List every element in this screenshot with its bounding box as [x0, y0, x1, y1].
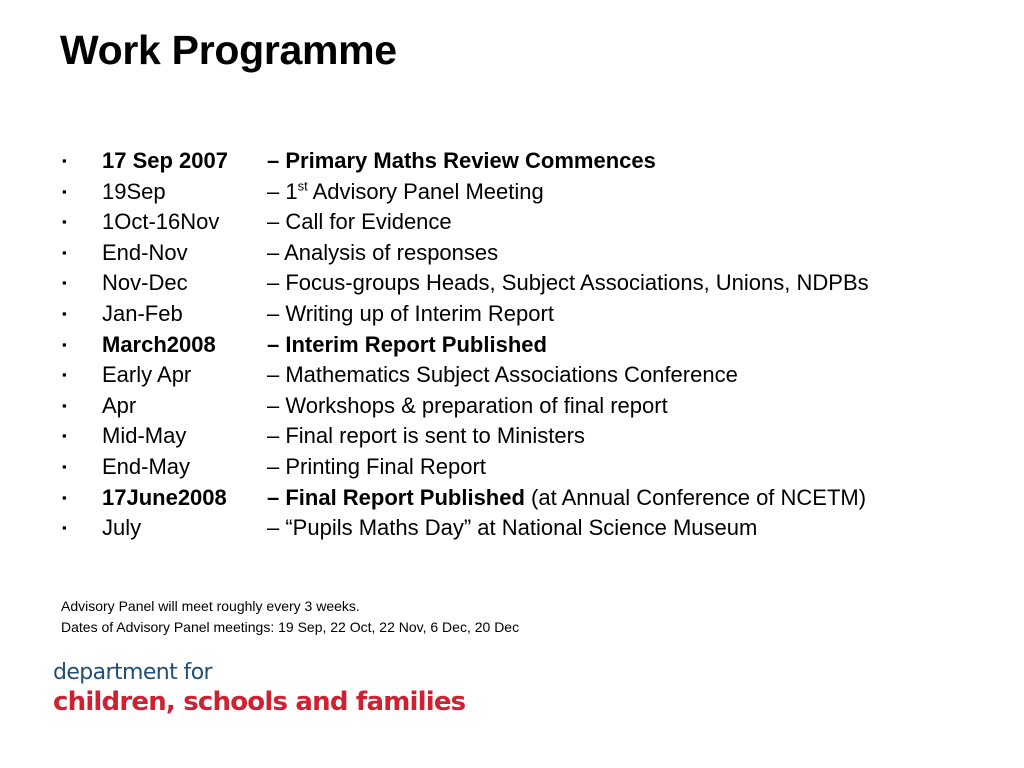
bullet-icon: ▪	[62, 305, 67, 321]
notes	[61, 596, 519, 638]
notes-line-1: Advisory Panel will meet roughly every 3 weeks.	[61, 598, 360, 614]
bullet-icon: ▪	[62, 428, 67, 444]
ordinal-suffix: st	[297, 178, 308, 194]
logo-line-1: department for	[53, 660, 212, 685]
schedule-description-text: – Analysis of responses	[267, 239, 499, 265]
schedule-item	[62, 268, 1012, 299]
schedule-date: July	[102, 515, 142, 541]
schedule-item	[62, 452, 1012, 483]
schedule-description	[267, 268, 1012, 298]
schedule-description	[267, 452, 1012, 482]
bullet-icon: ▪	[62, 153, 67, 168]
schedule-item	[62, 207, 1012, 238]
schedule-description	[267, 360, 1012, 390]
schedule-description	[267, 421, 1012, 451]
notes-line-2: Dates of Advisory Panel meetings: 19 Sep, 22 Oct, 22 Nov, 6 Dec, 20 Dec	[61, 619, 520, 635]
bullet-icon: ▪	[62, 458, 67, 474]
schedule-description-text: – Primary Maths Review Commences	[267, 148, 656, 173]
logo-line-2: children, schools and families	[53, 687, 466, 717]
schedule-item	[62, 513, 1012, 544]
schedule-item	[62, 299, 1012, 330]
schedule-description-text: – Writing up of Interim Report	[267, 300, 554, 326]
bullet-icon: ▪	[62, 183, 67, 199]
schedule-description	[267, 207, 1012, 237]
bullet-icon: ▪	[62, 397, 67, 413]
schedule-date: 19Sep	[102, 178, 166, 204]
dcsf-logo	[53, 662, 465, 715]
schedule-description-text: – Call for Evidence	[267, 209, 452, 235]
schedule-date: Nov-Dec	[102, 270, 188, 296]
bullet-icon: ▪	[62, 275, 67, 291]
schedule-description	[267, 146, 1012, 176]
schedule-description-text: – Final Report Published	[267, 484, 525, 510]
schedule-item	[62, 360, 1012, 391]
schedule-item	[62, 330, 1012, 361]
schedule-description	[267, 299, 1012, 329]
page-title: Work Programme	[60, 27, 397, 73]
schedule-date: Apr	[102, 392, 137, 418]
schedule-date: Jan-Feb	[102, 300, 183, 326]
schedule-item	[62, 238, 1012, 269]
schedule-description-text: – Mathematics Subject Associations Conference	[267, 362, 738, 388]
schedule-description-text: – Final report is sent to Ministers	[267, 423, 585, 449]
bullet-icon: ▪	[62, 489, 67, 505]
schedule-date: 17June2008	[102, 484, 227, 510]
bullet-icon: ▪	[62, 520, 67, 536]
schedule-list	[62, 146, 1012, 544]
schedule-description-extra: (at Annual Conference of NCETM)	[524, 484, 867, 510]
schedule-description-text: – Focus-groups Heads, Subject Associations, Unions, NDPBs	[267, 270, 869, 296]
schedule-date: 1Oct-16Nov	[102, 209, 220, 235]
schedule-item	[62, 177, 1012, 208]
schedule-date: Early Apr	[102, 362, 192, 388]
schedule-description	[267, 483, 1012, 513]
schedule-date: End-Nov	[102, 239, 188, 265]
schedule-item	[62, 391, 1012, 422]
schedule-description	[267, 238, 1012, 268]
schedule-date: March2008	[102, 331, 216, 357]
schedule-date: Mid-May	[102, 423, 187, 449]
bullet-icon: ▪	[62, 336, 67, 352]
schedule-date: End-May	[102, 453, 191, 479]
schedule-item	[62, 483, 1012, 514]
schedule-description	[267, 330, 1012, 360]
schedule-description-text: – “Pupils Maths Day” at National Science Museum	[267, 515, 758, 541]
bullet-icon: ▪	[62, 244, 67, 260]
schedule-description-prefix: – 1	[267, 178, 298, 204]
schedule-description	[267, 177, 1012, 207]
schedule-description-text: Advisory Panel Meeting	[307, 178, 544, 204]
schedule-description-text: – Workshops & preparation of final report	[267, 392, 668, 418]
schedule-description-text: – Interim Report Published	[267, 331, 547, 357]
schedule-date: 17 Sep 2007	[102, 148, 228, 173]
bullet-icon: ▪	[62, 214, 67, 230]
bullet-icon: ▪	[62, 367, 67, 383]
schedule-item	[62, 421, 1012, 452]
schedule-description-text: – Printing Final Report	[267, 453, 486, 479]
schedule-item	[62, 146, 1012, 177]
schedule-description	[267, 513, 1012, 543]
schedule-description	[267, 391, 1012, 421]
